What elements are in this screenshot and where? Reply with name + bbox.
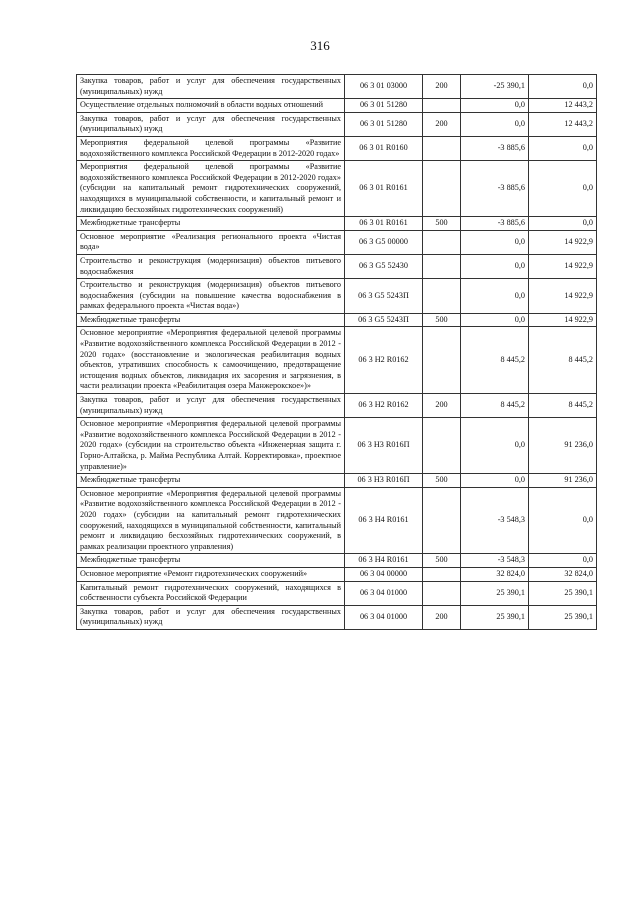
budget-table-body	[77, 75, 597, 630]
target-article-code-cell: 06 3 01 R0161	[345, 217, 423, 231]
table-row	[77, 136, 597, 160]
total-amount-cell: 12 443,2	[529, 112, 597, 136]
table-row	[77, 418, 597, 474]
total-amount-cell: 8 445,2	[529, 327, 597, 394]
expense-type-cell	[423, 136, 461, 160]
table-row	[77, 99, 597, 113]
expense-type-cell: 200	[423, 112, 461, 136]
total-amount-cell: 8 445,2	[529, 394, 597, 418]
table-row	[77, 161, 597, 217]
change-amount-cell: 0,0	[461, 99, 529, 113]
change-amount-cell: -3 885,6	[461, 161, 529, 217]
table-row	[77, 581, 597, 605]
total-amount-cell: 25 390,1	[529, 605, 597, 629]
table-row	[77, 487, 597, 554]
target-article-code-cell: 06 3 Н2 R0162	[345, 327, 423, 394]
target-article-code-cell: 06 3 01 51280	[345, 99, 423, 113]
table-row	[77, 112, 597, 136]
change-amount-cell: 8 445,2	[461, 394, 529, 418]
expense-name-cell: Межбюджетные трансферты	[77, 474, 345, 488]
table-row	[77, 75, 597, 99]
expense-name-cell: Межбюджетные трансферты	[77, 313, 345, 327]
total-amount-cell: 0,0	[529, 136, 597, 160]
target-article-code-cell: 06 3 04 01000	[345, 581, 423, 605]
change-amount-cell: 0,0	[461, 112, 529, 136]
change-amount-cell: 25 390,1	[461, 581, 529, 605]
total-amount-cell: 91 236,0	[529, 474, 597, 488]
total-amount-cell: 14 922,9	[529, 230, 597, 254]
expense-type-cell: 200	[423, 605, 461, 629]
total-amount-cell: 0,0	[529, 75, 597, 99]
expense-name-cell: Основное мероприятие «Ремонт гидротехнических сооружений»	[77, 567, 345, 581]
total-amount-cell: 0,0	[529, 487, 597, 554]
change-amount-cell: 0,0	[461, 313, 529, 327]
target-article-code-cell: 06 3 01 51280	[345, 112, 423, 136]
target-article-code-cell: 06 3 G5 5243П	[345, 279, 423, 314]
change-amount-cell: -3 885,6	[461, 217, 529, 231]
total-amount-cell: 32 824,0	[529, 567, 597, 581]
change-amount-cell: 0,0	[461, 254, 529, 278]
table-row	[77, 567, 597, 581]
expense-type-cell: 500	[423, 554, 461, 568]
change-amount-cell: 0,0	[461, 230, 529, 254]
target-article-code-cell: 06 3 01 03000	[345, 75, 423, 99]
total-amount-cell: 14 922,9	[529, 254, 597, 278]
expense-name-cell: Мероприятия федеральной целевой программы «Развитие водохозяйственного комплекса Российской Федерации в 2012-2020 годах»	[77, 136, 345, 160]
expense-name-cell: Закупка товаров, работ и услуг для обеспечения государственных (муниципальных) нужд	[77, 75, 345, 99]
expense-type-cell	[423, 254, 461, 278]
change-amount-cell: -25 390,1	[461, 75, 529, 99]
table-row	[77, 327, 597, 394]
expense-type-cell: 500	[423, 313, 461, 327]
expense-type-cell: 200	[423, 75, 461, 99]
expense-type-cell	[423, 418, 461, 474]
target-article-code-cell: 06 3 Н2 R0162	[345, 394, 423, 418]
budget-table	[76, 74, 597, 630]
target-article-code-cell: 06 3 G5 52430	[345, 254, 423, 278]
change-amount-cell: -3 548,3	[461, 487, 529, 554]
total-amount-cell: 14 922,9	[529, 279, 597, 314]
expense-name-cell: Строительство и реконструкция (модернизация) объектов питьевого водоснабжения	[77, 254, 345, 278]
total-amount-cell: 14 922,9	[529, 313, 597, 327]
table-row	[77, 605, 597, 629]
expense-type-cell	[423, 279, 461, 314]
target-article-code-cell: 06 3 04 00000	[345, 567, 423, 581]
total-amount-cell: 0,0	[529, 217, 597, 231]
expense-type-cell	[423, 230, 461, 254]
change-amount-cell: 8 445,2	[461, 327, 529, 394]
expense-name-cell: Закупка товаров, работ и услуг для обеспечения государственных (муниципальных) нужд	[77, 112, 345, 136]
expense-name-cell: Закупка товаров, работ и услуг для обеспечения государственных (муниципальных) нужд	[77, 605, 345, 629]
target-article-code-cell: 06 3 G5 5243П	[345, 313, 423, 327]
expense-name-cell: Закупка товаров, работ и услуг для обеспечения государственных (муниципальных) нужд	[77, 394, 345, 418]
change-amount-cell: 0,0	[461, 418, 529, 474]
total-amount-cell: 91 236,0	[529, 418, 597, 474]
table-row	[77, 474, 597, 488]
target-article-code-cell: 06 3 04 01000	[345, 605, 423, 629]
expense-type-cell: 200	[423, 394, 461, 418]
target-article-code-cell: 06 3 01 R0161	[345, 161, 423, 217]
total-amount-cell: 0,0	[529, 161, 597, 217]
change-amount-cell: 0,0	[461, 279, 529, 314]
expense-type-cell	[423, 161, 461, 217]
expense-name-cell: Мероприятия федеральной целевой программы «Развитие водохозяйственного комплекса Российской Федерации в 2012-2020 годах» (субсидии на капитальный ремонт гидротехнических сооружений, находящихся в муниципальной собственности, и капитальный ремонт и ликвидацию бесхозяйных гидротехнических сооружений)	[77, 161, 345, 217]
expense-name-cell: Строительство и реконструкция (модернизация) объектов питьевого водоснабжения (субсидии на повышение качества водоснабжения в рамках федерального проекта «Чистая вода»)	[77, 279, 345, 314]
total-amount-cell: 12 443,2	[529, 99, 597, 113]
target-article-code-cell: 06 3 Н3 R016П	[345, 474, 423, 488]
change-amount-cell: 0,0	[461, 474, 529, 488]
expense-name-cell: Осуществление отдельных полномочий в области водных отношений	[77, 99, 345, 113]
table-row	[77, 230, 597, 254]
expense-name-cell: Основное мероприятие «Мероприятия федеральной целевой программы «Развитие водохозяйственного комплекса Российской Федерации в 2012 - 2020 годах» (восстановление и экологическая реабилитация водных объектов, утративших способность к самоочищению, предотвращение истощения водных объектов, ликвидация их засорения и загрязнения, в части реализации проекта «Реабилитация озера Манжерокское»)»	[77, 327, 345, 394]
table-row	[77, 313, 597, 327]
expense-name-cell: Межбюджетные трансферты	[77, 554, 345, 568]
expense-name-cell: Основное мероприятие «Мероприятия федеральной целевой программы «Развитие водохозяйственного комплекса Российской Федерации в 2012 - 2020 годах» (субсидии на капитальный ремонт гидротехнических сооружений, находящихся в муниципальной собственности, капитальный ремонт и ликвидацию бесхозяйных гидротехнических сооружений, в рамках реализации проектного управления)	[77, 487, 345, 554]
target-article-code-cell: 06 3 01 R0160	[345, 136, 423, 160]
table-row	[77, 217, 597, 231]
expense-name-cell: Основное мероприятие «Мероприятия федеральной целевой программы «Развитие водохозяйственного комплекса Российской Федерации в 2012 - 2020 годах» (субсидии на строительство объекта «Инженерная защита г. Горно-Алтайска, р. Майма Республика Алтай. Корректировка», проектное управление)»	[77, 418, 345, 474]
change-amount-cell: -3 548,3	[461, 554, 529, 568]
expense-type-cell	[423, 327, 461, 394]
total-amount-cell: 25 390,1	[529, 581, 597, 605]
expense-type-cell: 500	[423, 217, 461, 231]
expense-type-cell	[423, 99, 461, 113]
total-amount-cell: 0,0	[529, 554, 597, 568]
expense-type-cell: 500	[423, 474, 461, 488]
page-number: 316	[310, 38, 330, 53]
target-article-code-cell: 06 3 Н4 R0161	[345, 554, 423, 568]
expense-name-cell: Капитальный ремонт гидротехнических сооружений, находящихся в собственности субъекта Российской Федерации	[77, 581, 345, 605]
change-amount-cell: -3 885,6	[461, 136, 529, 160]
table-row	[77, 394, 597, 418]
table-row	[77, 554, 597, 568]
expense-type-cell	[423, 487, 461, 554]
expense-name-cell: Межбюджетные трансферты	[77, 217, 345, 231]
table-row	[77, 254, 597, 278]
table-row	[77, 279, 597, 314]
target-article-code-cell: 06 3 G5 00000	[345, 230, 423, 254]
expense-type-cell	[423, 581, 461, 605]
expense-type-cell	[423, 567, 461, 581]
expense-name-cell: Основное мероприятие «Реализация регионального проекта «Чистая вода»	[77, 230, 345, 254]
change-amount-cell: 25 390,1	[461, 605, 529, 629]
change-amount-cell: 32 824,0	[461, 567, 529, 581]
target-article-code-cell: 06 3 Н3 R016П	[345, 418, 423, 474]
target-article-code-cell: 06 3 Н4 R0161	[345, 487, 423, 554]
